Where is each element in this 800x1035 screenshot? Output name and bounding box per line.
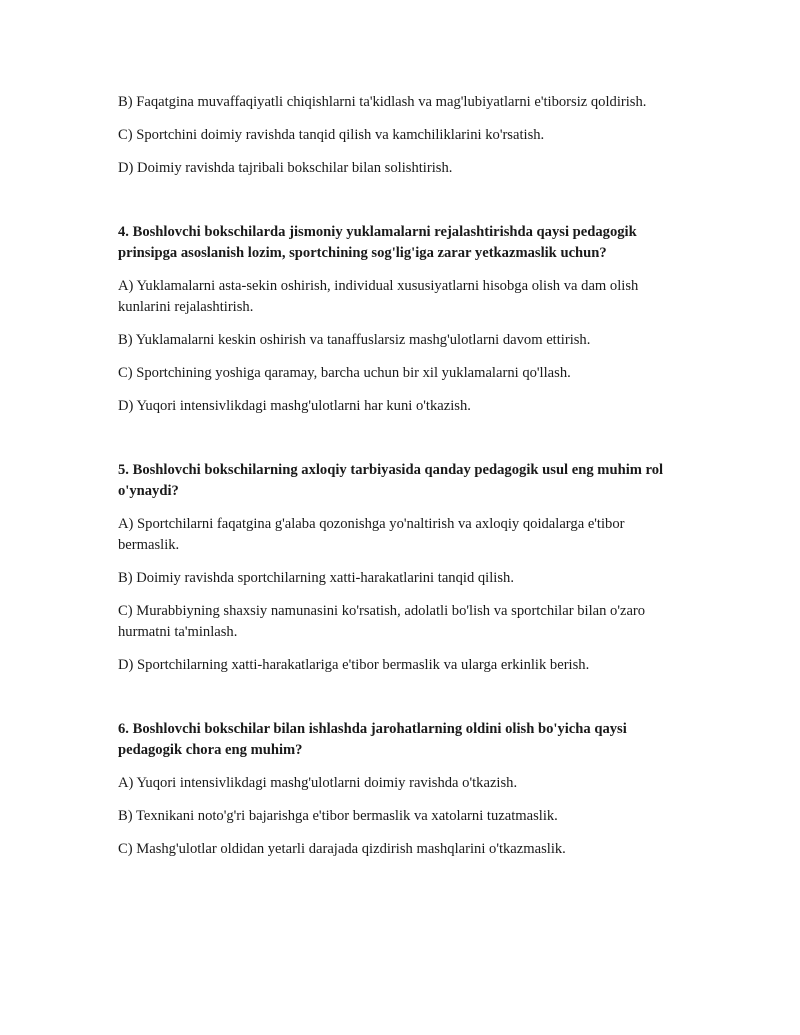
answer-option: D) Yuqori intensivlikdagi mashg'ulotlarni har kuni o'tkazish.	[118, 398, 471, 414]
document-page	[118, 92, 686, 872]
answer-option: C) Mashg'ulotlar oldidan yetarli darajada qizdirish mashqlarini o'tkazmaslik.	[118, 841, 566, 857]
answer-option: B) Yuklamalarni keskin oshirish va tanaffuslarsiz mashg'ulotlarni davom ettirish.	[118, 332, 591, 348]
answer-option: C) Sportchini doimiy ravishda tanqid qilish va kamchiliklarini ko'rsatish.	[118, 127, 545, 143]
question-title: 5. Boshlovchi bokschilarning axloqiy tarbiyasida qanday pedagogik usul eng muhim rol o'ynaydi?	[118, 462, 664, 499]
answer-option: C) Murabbiyning shaxsiy namunasini ko'rsatish, adolatli bo'lish va sportchilar bilan o'zaro hurmatni ta'minlash.	[118, 603, 646, 640]
answer-option: A) Yuqori intensivlikdagi mashg'ulotlarni doimiy ravishda o'tkazish.	[118, 775, 518, 791]
answer-option: A) Yuklamalarni asta-sekin oshirish, individual xususiyatlarni hisobga olish va dam olish kunlarini rejalashtirish.	[118, 278, 639, 315]
answer-option: D) Sportchilarning xatti-harakatlariga e'tibor bermaslik va ularga erkinlik berish.	[118, 657, 590, 673]
answer-option: B) Doimiy ravishda sportchilarning xatti-harakatlarini tanqid qilish.	[118, 570, 514, 586]
answer-option: B) Texnikani noto'g'ri bajarishga e'tibor bermaslik va xatolarni tuzatmaslik.	[118, 808, 558, 824]
answer-option: B) Faqatgina muvaffaqiyatli chiqishlarni ta'kidlash va mag'lubiyatlarni e'tiborsiz qoldirish.	[118, 94, 647, 110]
question-title: 4. Boshlovchi bokschilarda jismoniy yuklamalarni rejalashtirishda qaysi pedagogik prinsipga asoslanish lozim, sportchining sog'lig'iga zarar yetkazmaslik uchun?	[118, 224, 637, 261]
question-block	[118, 719, 686, 860]
answer-option: A) Sportchilarni faqatgina g'alaba qozonishga yo'naltirish va axloqiy qoidalarga e'tibor bermaslik.	[118, 516, 625, 553]
answer-option: C) Sportchining yoshiga qaramay, barcha uchun bir xil yuklamalarni qo'llash.	[118, 365, 571, 381]
question-title: 6. Boshlovchi bokschilar bilan ishlashda jarohatlarning oldini olish bo'yicha qaysi pedagogik chora eng muhim?	[118, 721, 627, 758]
question-block	[118, 460, 686, 676]
question-block	[118, 222, 686, 417]
answer-option: D) Doimiy ravishda tajribali bokschilar bilan solishtirish.	[118, 160, 453, 176]
